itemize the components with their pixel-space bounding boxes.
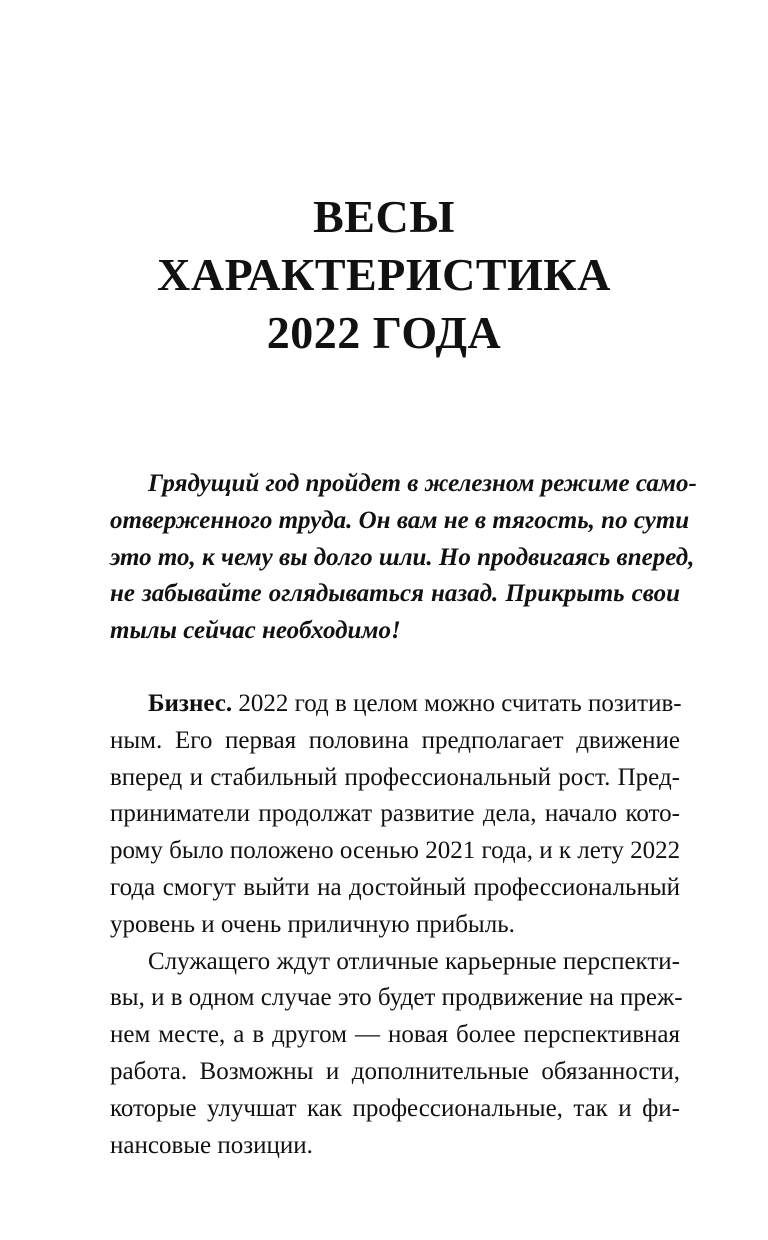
body-line: нансовые позиции. xyxy=(110,1131,313,1159)
body-line: года смогут выйти на достойный профессиональный xyxy=(110,873,680,901)
body-line: вы, и в одном случае это будет продвижение на преж- xyxy=(110,984,683,1012)
epigraph-line: это то, к чему вы долго шли. Но продвигаясь вперед, xyxy=(110,543,695,571)
body-line: работа. Возможны и дополнительные обязанности, xyxy=(110,1057,680,1085)
title-line: ВЕСЫ xyxy=(313,191,455,242)
body-line: уровень и очень приличную прибыль. xyxy=(110,910,515,938)
body-line: рому было положено осенью 2021 года, и к лету 2022 xyxy=(110,837,681,865)
business-paragraph-first-line xyxy=(110,686,680,723)
epigraph-line: Грядущий год пройдет в железном режиме само- xyxy=(148,470,697,497)
epigraph-line: не забывайте оглядываться назад. Прикрыть свои xyxy=(110,580,680,608)
title-line: 2022 ГОДА xyxy=(266,307,502,358)
epigraph-line: отверженного труда. Он вам не в тягость, по сути xyxy=(110,506,690,534)
body-text xyxy=(110,686,683,1164)
business-label: Бизнес. xyxy=(148,690,233,717)
body-line: которые улучшат как профессиональные, так и фи- xyxy=(110,1094,680,1122)
body-line: 2022 год в целом можно считать позитив- xyxy=(232,690,682,717)
body-line: ным. Его первая половина предполагает движение xyxy=(110,726,680,754)
epigraph xyxy=(110,466,697,650)
chapter-title xyxy=(0,188,768,362)
epigraph-line: тылы сейчас необходимо! xyxy=(110,617,401,645)
body-line: вперед и стабильный профессиональный рост. Пред- xyxy=(110,763,680,791)
body-line: нем месте, а в другом — новая более перспективная xyxy=(110,1021,680,1049)
body-line: Служащего ждут отличные карьерные перспекти- xyxy=(148,947,680,975)
title-line: ХАРАКТЕРИСТИКА xyxy=(157,249,611,300)
body-line: приниматели продолжат развитие дела, начало кото- xyxy=(110,800,680,828)
